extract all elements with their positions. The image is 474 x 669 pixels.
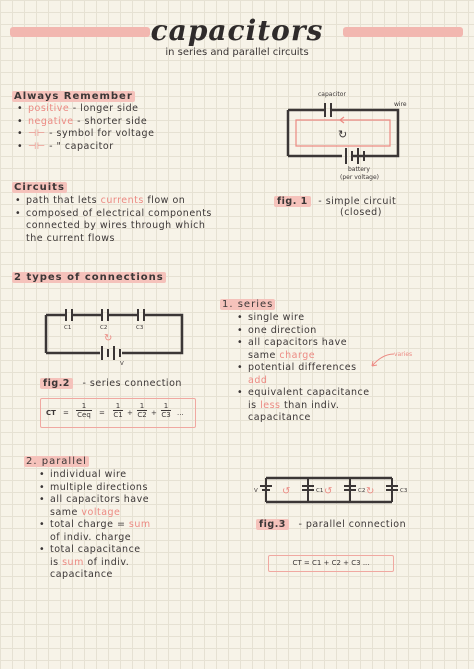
- fig1-loop-icon: ↻: [338, 128, 348, 141]
- fig3-c1-label: C1: [316, 488, 324, 494]
- voltage-symbol-icon: ⊣⊢: [28, 128, 46, 139]
- fraction-c1: 1 C1: [113, 402, 123, 419]
- list-item: • all capacitors have: [237, 337, 348, 348]
- fraction-ceq: 1 Ceq: [77, 402, 91, 419]
- list-item: • positive - longer side: [17, 103, 139, 114]
- varies-label: varies: [394, 351, 413, 358]
- fig3-loop-icon: ↺: [282, 486, 291, 497]
- connections-heading: 2 types of connections: [14, 272, 164, 283]
- list-item: • ⊣⊢ - " capacitor: [17, 140, 114, 152]
- always-remember-list: [17, 103, 228, 153]
- series-formula-box: CT = 1 Ceq = 1 C1 + 1 C2 + 1 C3 ...: [40, 398, 196, 428]
- parallel-heading: 2. parallel: [26, 456, 87, 467]
- fig2-c2-label: C2: [100, 325, 108, 331]
- list-item: • ⊣⊢ - symbol for voltage: [17, 128, 155, 139]
- fig2-v-label: V: [120, 361, 124, 367]
- fig3-c2-label: C2: [358, 488, 366, 494]
- list-item: • negative - shorter side: [17, 115, 148, 127]
- varies-arrow: [368, 346, 428, 370]
- list-item: • one direction: [237, 324, 317, 336]
- page-subtitle: in series and parallel circuits: [165, 47, 309, 58]
- circuits-heading: Circuits: [14, 182, 65, 193]
- fraction-c2: 1 C2: [137, 402, 147, 419]
- fig3-loop-icon: ↺: [324, 486, 333, 497]
- series-heading: 1. series: [222, 299, 274, 310]
- fig1-capacitor-label: capacitor: [318, 91, 346, 98]
- list-item: • composed of electrical components: [15, 207, 212, 219]
- list-item: • all capacitors have: [39, 494, 150, 505]
- page-title: capacitors: [150, 14, 324, 47]
- fig2-c1-label: C1: [64, 325, 72, 331]
- fig2-series-circuit-diagram: [40, 305, 190, 367]
- list-item: • equivalent capacitance: [237, 387, 370, 398]
- fraction-c3: 1 C3: [161, 402, 171, 419]
- parallel-formula-box: CT = C1 + C2 + C3 ...: [268, 555, 394, 572]
- fig2-caption: fig.2 - series connection: [40, 378, 182, 389]
- capacitor-symbol-icon: ⊣⊢: [28, 140, 46, 152]
- fig1-battery-label-2: (per voltage): [340, 174, 379, 181]
- list-item: • total capacitance: [39, 544, 141, 555]
- list-item: • total charge = sum: [39, 519, 151, 530]
- fig1-simple-circuit-diagram: [280, 88, 410, 183]
- fig1-battery-label: battery: [348, 166, 370, 173]
- fig3-loop-icon: ↻: [366, 486, 375, 497]
- list-item: • multiple directions: [39, 481, 148, 493]
- fig3-caption: fig.3 - parallel connection: [256, 519, 406, 530]
- list-item: • single wire: [237, 312, 305, 323]
- fig2-loop-icon: ↻: [104, 333, 113, 344]
- list-item: • path that lets currents flow on: [15, 195, 186, 206]
- fig3-c3-label: C3: [400, 488, 408, 494]
- circuits-list: • path that lets currents flow on • composed of electrical components connected by wires through which the current flows: [26, 195, 256, 245]
- fig2-c3-label: C3: [136, 325, 144, 331]
- parallel-list: • individual wire • multiple directions • all capacitors have same voltage • total charge = sum of indiv. charge • total capacitance is sum of indiv. capacitance: [50, 469, 230, 582]
- fig3-v-label: V: [254, 488, 258, 494]
- fig3-parallel-circuit-diagram: [252, 472, 412, 510]
- fig1-caption: fig. 1 - simple circuit (closed): [274, 196, 464, 218]
- series-list: • single wire • one direction • all capacitors have same charge • potential differences add • equivalent capacitance is less than indiv. capacitance: [248, 312, 418, 425]
- always-remember-heading: Always Remember: [14, 91, 133, 102]
- list-item: • individual wire: [39, 469, 127, 480]
- list-item: • potential differences: [237, 362, 357, 373]
- fig1-wire-label: wire: [394, 101, 407, 108]
